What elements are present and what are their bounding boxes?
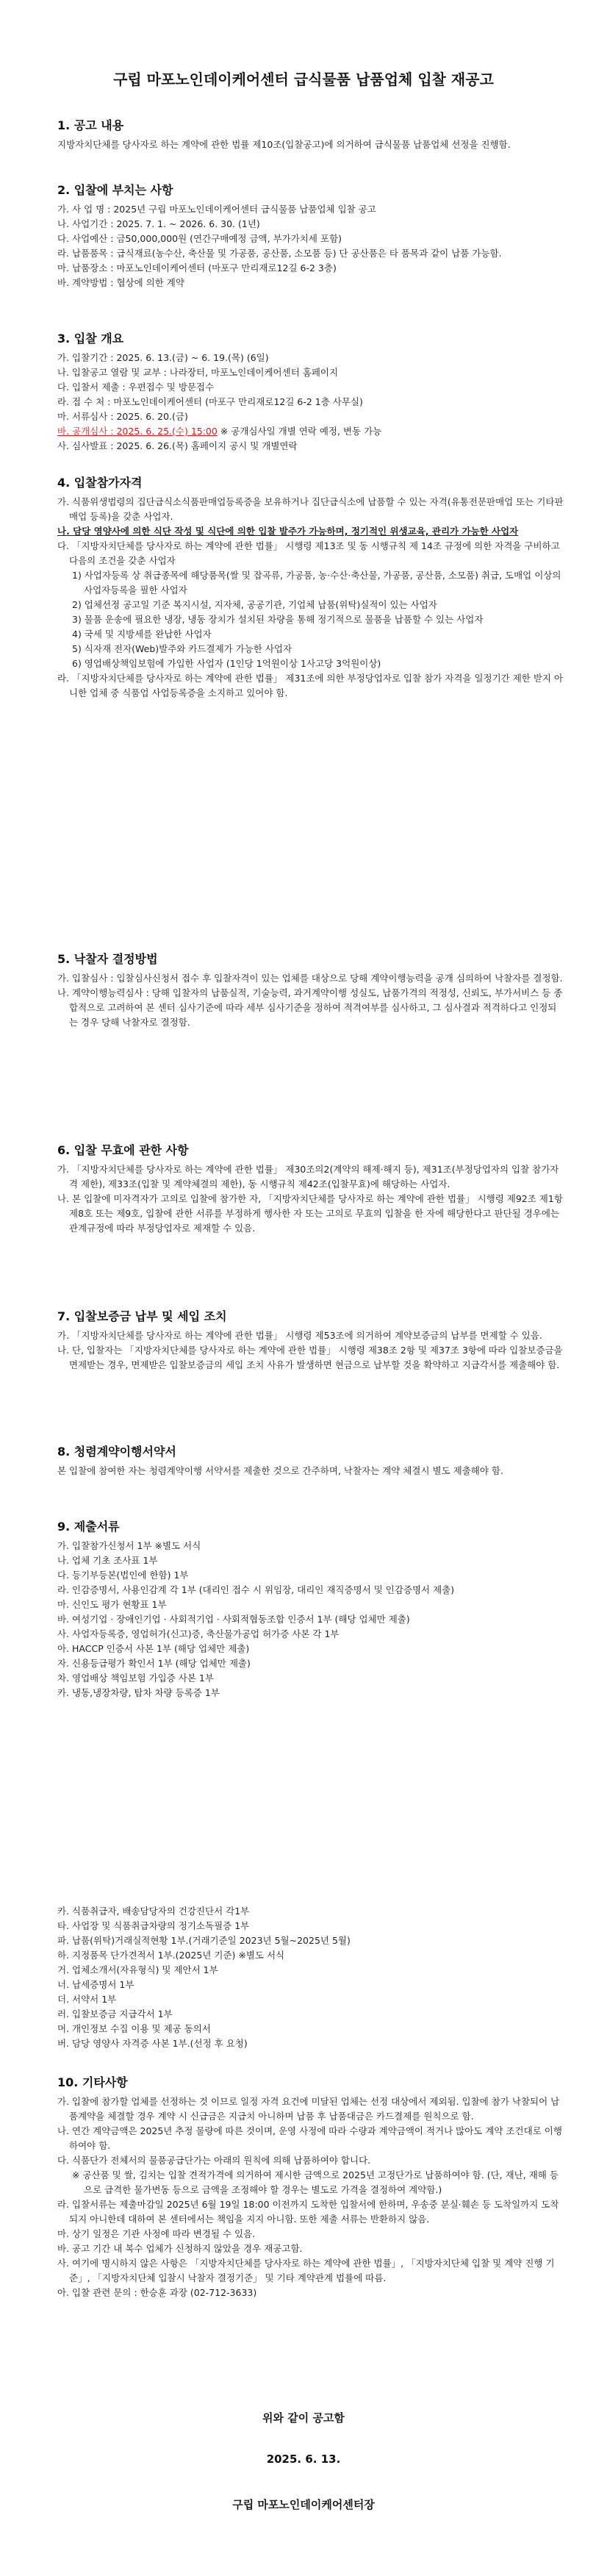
section-invalid-bids [57,1141,564,1236]
section-line: 지방자치단체를 당사자로 하는 계약에 관한 법률 제10조(입찰공고)에 의거하여 급식물품 납품업체 선정을 진행함. [57,139,511,150]
document-item: 너. 납세증명서 1부 [57,1979,134,1990]
document-item: 파. 납품(위탁)거래실적현황 1부.(거래기준일 2023년 5월~2025년 5월) [57,1935,351,1946]
section-subline: 6) 영업배상책임보험에 가입한 사업자 (1인당 1억원이상 1사고당 3억원이상) [72,658,381,669]
section-line: 라. 접 수 처 : 마포노인데이케어센터 (마포구 만리재로12길 6-2 1층 사무실) [57,396,363,407]
section-line: 가. 「지방자치단체를 당사자로 하는 계약에 관한 법률」 시행령 제53조에 의거하여 계약보증금의 납부를 면제할 수 있음. [57,1330,542,1341]
section-line: 다. 사업예산 : 금50,000,000원 (연간구매예정 금액, 부가가치세 포함) [57,233,342,244]
document-item: 카. 냉동,냉장차량, 탑차 차량 등록증 1부 [57,1687,220,1698]
section-other-matters [57,2073,564,2300]
section-line: 나. 입찰공고 열람 및 교부 : 나라장터, 마포노인데이케어센터 홈페이지 [57,367,339,378]
section-heading: 4. 입찰참가자격 [57,476,143,490]
closing-statement: 위와 같이 공고함 [262,2411,345,2425]
section-line: 라. 납품품목 : 급식재료(농수산, 축산물 및 가공품, 공산품, 소모품 등) 단 공산품은 타 품목과 같이 납품 가능함. [57,248,502,259]
section-line: 나. 본 입찰에 미자격자가 고의로 입찰에 참가한 자, 「지방자치단체를 당사자로 하는 계약에 관한 법률」 시행령 제92조 제1항 제8호 또는 제9호, 입찰에 관한 서류를 부정하게 행사한 자 또는 고의로 무효의 입찰을 한 자에 해당한다고 판단될 경우에는 관계규정에 따라 부정당업자로 제재할 수 있음. [57,1193,563,1234]
section-line: 가. 사 업 명 : 2025년 구립 마포노인데이케어센터 급식물품 납품업체 입찰 공고 [57,204,376,215]
section-heading: 7. 입찰보증금 납부 및 세입 조치 [57,1309,227,1323]
section-line: 나. 계약이행능력심사 : 당해 입찰자의 납품실적, 기술능력, 과거계약이행 성실도, 납품가격의 적정성, 신뢰도, 부가서비스 등 종합적으로 고려하여 본 센터 심사기준에 따라 세부 심사기준을 정하여 적격여부를 심사하고, 그 심사결과 적격하다고 인정되는 경우 당해 낙찰자로 결정함. [57,987,563,1028]
section-line: 가. 「지방자치단체를 당사자로 하는 계약에 관한 법률」 제30조의2(계약의 해제·해지 등), 제31조(부정당업자의 입찰 참가자격 제한), 제33조(입찰 및 계약체결의 제한), 동 시행규칙 제42조(입찰무효)에 해당하는 사업자. [57,1164,559,1189]
section-line: 바. 계약방법 : 협상에 의한 계약 [57,277,184,288]
section-heading: 8. 청렴계약이행서약서 [57,1445,176,1459]
public-review-date: 바. 공개심사 : 2025. 6. 25.(수) 15:00 [57,426,218,437]
section-line: 다. 「지방자치단체를 당사자로 하는 계약에 관한 법률」 시행령 제13조 및 동 시행규칙 제 14조 규정에 의한 자격을 구비하고 다음의 조건을 갖춘 사업자 [57,540,560,566]
section-required-documents-continued [57,1904,564,2051]
section-line: 마. 서류심사 : 2025. 6. 20.(금) [57,411,188,422]
document-item: 카. 식품취급자, 배송담당자의 건강진단서 각1부 [57,1906,250,1917]
document-item: 나. 업체 기초 조사표 1부 [57,1555,158,1566]
section-subline: 2) 업체선정 공고일 기준 복지시설, 지자체, 공공기관, 기업체 납품(위탁)실적이 있는 사업자 [72,599,437,610]
section-line: 가. 입찰심사 : 입찰심사신청서 접수 후 입찰자격이 있는 업체를 대상으로 당해 계약이행능력을 공개 심의하여 낙찰자를 결정함. [57,973,563,984]
section-line: 가. 입찰에 참가할 업체를 선정하는 것 이므로 일정 자격 요건에 미달된 업체는 선정 대상에서 제외됨. 입찰에 참가 낙찰되어 납품계약을 체결할 경우 계약 시 신급금은 지급치 아니하며 납품 후 납품대금은 카드결제를 원칙으로 함. [57,2096,560,2122]
section-line: 나. 단, 입찰자는 「지방자치단체를 당사자로 하는 계약에 관한 법률」 시행령 제38조 2항 및 제37조 3항에 따라 입찰보증금을 면제받는 경우, 면제받은 입찰보증금의 세입 조치 사유가 발생하면 현금으로 납부할 것을 확약하고 지급각서를 제출해야 함. [57,1345,563,1370]
section-line: 사. 여기에 명시하지 않은 사항은 「지방자치단체를 당사자로 하는 계약에 관한 법률」, 「지방자치단체 입찰 및 계약 진행 기준」, 「지방자치단체 입찰시 낙찰자 결정기준」 및 기타 계약관계 법률에 따름. [57,2258,555,2283]
section-subline: 3) 물품 운송에 필요한 냉장, 냉동 장치가 설치된 차량을 통해 정기적으로 물품을 납품할 수 있는 사업자 [72,614,484,625]
section-bid-bond [57,1307,564,1373]
section-line-emphasis: 나. 담당 영양사에 의한 식단 작성 및 식단에 의한 입찰 발주가 가능하며, 정기적인 위생교육, 관리가 가능한 사업자 [57,526,519,537]
issuer-signature: 구립 마포노인데이케어센터장 [232,2498,375,2511]
section-award-method [57,950,564,1030]
public-review-line [57,424,564,439]
section-eligibility [57,473,564,701]
section-line: 나. 사업기간 : 2025. 7. 1. ~ 2026. 6. 30. (1년) [57,218,260,229]
page-title: 구립 마포노인데이케어센터 급식물품 납품업체 입찰 재공고 [113,71,494,88]
section-line: 마. 상기 일정은 기관 사정에 따라 변경될 수 있음. [57,2228,256,2239]
section-line: 라. 「지방자치단체를 당사자로 하는 계약에 관한 법률」 제31조에 의한 부정당업자로 입찰 참가 자격을 일정기간 제한 받지 아니한 업체 중 식품업 사업등록증을 소지하고 있어야 함. [57,673,564,698]
section-heading: 10. 기타사항 [57,2075,128,2089]
section-line: 사. 심사발표 : 2025. 6. 26.(목) 홈페이지 공시 및 개별연락 [57,440,298,451]
document-item: 버. 담당 영양사 자격증 사본 1부.(선정 후 요청) [57,2038,248,2049]
notice-date: 2025. 6. 13. [266,2452,341,2466]
section-line: 다. 입찰서 제출 : 우편접수 및 방문접수 [57,382,215,393]
document-item: 더. 서약서 1부 [57,1994,117,2005]
document-item: 가. 입찰참가신청서 1부 ※별도 서식 [57,1540,201,1551]
document-item: 자. 신용등급평가 확인서 1부 (해당 업체만 제출) [57,1658,251,1669]
section-subline: 5) 식자재 전자(Web)발주와 카드결제가 가능한 사업자 [72,643,292,654]
section-subline: 1) 사업자등록 상 취급종목에 해당품목(쌀 및 잡곡류, 가공품, 농·수산·축산물, 가공품, 공산품, 소모품) 취급, 도매업 이상의 사업자등록을 필한 사업자 [72,570,561,595]
section-heading: 3. 입찰 개요 [57,332,124,346]
public-review-note: ※ 공개심사일 개별 연락 예정, 변동 가능 [217,426,382,437]
document-item: 라. 인감증명서, 사용인감계 각 1부 (대리인 접수 시 위임장, 대리인 재직증명서 및 인감증명서 제출) [57,1584,455,1595]
document-item: 사. 사업자등록증, 영업허가(신고)증, 축산물가공업 허가증 사본 각 1부 [57,1628,340,1639]
section-heading: 5. 낙찰자 결정방법 [57,952,158,966]
section-line: 다. 식품단가 전체서의 물품공급단가는 아래의 원칙에 의해 납품하여야 합니다. [57,2155,371,2166]
section-line: 본 입찰에 참여한 자는 청렴계약이행 서약서를 제출한 것으로 간주하며, 낙찰자는 계약 체결시 별도 제출해야 함. [57,1465,503,1476]
document-item: 차. 영업배상 책임보험 가입증 사본 1부 [57,1672,214,1684]
document-item: 하. 지정품목 단가견적서 1부.(2025년 기준) ※별도 서식 [57,1950,285,1961]
section-line: 가. 입찰기간 : 2025. 6. 13.(금) ~ 6. 19.(목) (6일) [57,352,269,363]
document-item: 타. 사업장 및 식품취급차량의 정기소독필증 1부 [57,1920,250,1931]
section-bid-items [57,181,564,290]
section-notice-content [57,116,564,152]
document-item: 다. 등기부등본(법인에 한함) 1부 [57,1570,189,1581]
section-line: 마. 납품장소 : 마포노인데이케어센터 (마포구 만리재로12길 6-2 3층) [57,262,337,273]
section-line: 나. 연간 계약금액은 2025년 추정 물량에 따른 것이며, 운영 사정에 따라 수량과 계약금액이 적거나 많아도 계약 조건대로 이행하여야 함. [57,2125,562,2151]
document-item: 머. 개인정보 수집 이용 및 제공 동의서 [57,2023,211,2034]
section-line: 가. 식품위생법령의 집단급식소식품판매업등록증을 보유하거나 집단급식소에 납품할 수 있는 자격(유통전문판매업 또는 기타판매업 등록)을 갖춘 사업자. [57,496,564,522]
section-heading: 6. 입찰 무효에 관한 사항 [57,1143,189,1157]
document-item: 마. 신인도 평가 현황표 1부 [57,1599,167,1610]
document-item: 바. 여성기업 · 장애인기업 · 사회적기업 · 사회적협동조합 인증서 1부 (해당 업체만 제출) [57,1614,410,1625]
section-subline: ※ 공산품 및 쌀, 김치는 입찰 견적가격에 의거하여 제시한 금액으로 2025년 고정단가로 납품하여야 함. (단, 재난, 재해 등으로 급격한 물가변동 등으로 금액을 조정해야 할 경우는 별도로 가격을 결정하여 계약함.) [72,2169,558,2195]
document-item: 러. 입찰보증금 지급각서 1부 [57,2008,173,2019]
section-required-documents [57,1517,564,1700]
section-bid-overview [57,329,564,454]
section-line: 라. 입찰서류는 제출마감일 2025년 6월 19일 18:00 이전까지 도착한 입찰서에 한하며, 우송중 분실·훼손 등 도착일까지 도착되지 아니한데 대하여 본 센터에서는 책임을 지지 아니함. 또한 제출 서류는 반환하지 않음. [57,2199,559,2225]
section-subline: 4) 국세 및 지방세를 완납한 사업자 [72,629,212,640]
section-heading: 9. 제출서류 [57,1520,120,1534]
document-item: 아. HACCP 인증서 사본 1부 (해당 업체만 제출) [57,1643,250,1654]
section-heading: 1. 공고 내용 [57,118,124,132]
section-line: 바. 공고 기간 내 복수 업체가 신청하지 않았을 경우 재공고함. [57,2243,303,2254]
document-item: 거. 업체소개서(자유형식) 및 제안서 1부 [57,1964,218,1975]
section-heading: 2. 입찰에 부치는 사항 [57,183,173,197]
section-integrity-pledge [57,1442,564,1478]
contact-line: 아. 입찰 관련 문의 : 한승훈 과장 (02-712-3633) [57,2287,257,2298]
